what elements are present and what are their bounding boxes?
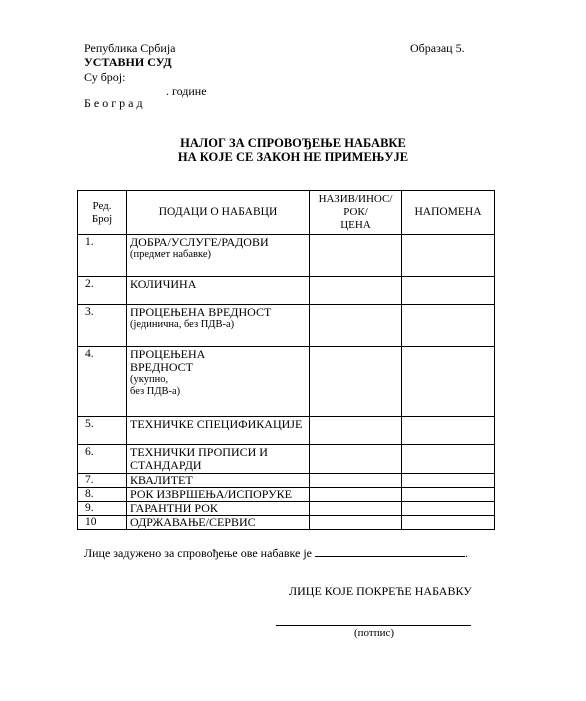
procurement-table bbox=[77, 190, 495, 530]
table-row bbox=[78, 277, 495, 305]
row-number: 5. bbox=[78, 417, 127, 445]
table-row bbox=[78, 305, 495, 347]
court-name: УСТАВНИ СУД bbox=[84, 55, 172, 69]
row-label: РОК ИЗВРШЕЊА/ИСПОРУКЕ bbox=[127, 488, 310, 502]
value-cell[interactable] bbox=[310, 474, 402, 488]
note-cell[interactable] bbox=[402, 305, 495, 347]
row-label: ТЕХНИЧКИ ПРОПИСИ И СТАНДАРДИ bbox=[127, 445, 310, 474]
row-number: 6. bbox=[78, 445, 127, 474]
responsible-person-line bbox=[84, 546, 468, 559]
city-name: Б е о г р а д bbox=[84, 96, 143, 110]
row-number: 8. bbox=[78, 488, 127, 502]
value-cell[interactable] bbox=[310, 235, 402, 277]
note-cell[interactable] bbox=[402, 347, 495, 417]
year-label: . године bbox=[166, 84, 207, 98]
responsible-person-end: . bbox=[465, 546, 469, 560]
header-number: Ред. Број bbox=[78, 191, 127, 235]
signature-label: (потпис) bbox=[354, 627, 395, 639]
value-cell[interactable] bbox=[310, 502, 402, 516]
row-number: 1. bbox=[78, 235, 127, 277]
note-cell[interactable] bbox=[402, 488, 495, 502]
row-label: ПРОЦЕЊЕНА ВРЕДНОСТ (јединична, без ПДВ-а) bbox=[127, 305, 310, 347]
table-row bbox=[78, 235, 495, 277]
value-cell[interactable] bbox=[310, 516, 402, 530]
initiator-label: ЛИЦЕ КОЈЕ ПОКРЕЋЕ НАБАВКУ bbox=[289, 584, 472, 598]
row-label: ДОБРА/УСЛУГЕ/РАДОВИ (предмет набавке) bbox=[127, 235, 310, 277]
table-row bbox=[78, 502, 495, 516]
row-label: ГАРАНТНИ РОК bbox=[127, 502, 310, 516]
header-note: НАПОМЕНА bbox=[402, 191, 495, 235]
note-cell[interactable] bbox=[402, 474, 495, 488]
document-title-line2: НА КОЈЕ СЕ ЗАКОН НЕ ПРИМЕЊУЈЕ bbox=[177, 150, 409, 164]
row-number: 3. bbox=[78, 305, 127, 347]
header-value: НАЗИВ/ИНОС/ РОК/ ЦЕНА bbox=[310, 191, 402, 235]
row-label: КОЛИЧИНА bbox=[127, 277, 310, 305]
value-cell[interactable] bbox=[310, 445, 402, 474]
row-label: ОДРЖАВАЊЕ/СЕРВИС bbox=[127, 516, 310, 530]
responsible-person-field[interactable] bbox=[315, 546, 465, 557]
row-label: ПРОЦЕЊЕНА ВРЕДНОСТ (укупно, без ПДВ-а) bbox=[127, 347, 310, 417]
row-number: 2. bbox=[78, 277, 127, 305]
row-label: ТЕХНИЧКЕ СПЕЦИФИКАЦИЈЕ bbox=[127, 417, 310, 445]
table-row bbox=[78, 516, 495, 530]
value-cell[interactable] bbox=[310, 347, 402, 417]
value-cell[interactable] bbox=[310, 417, 402, 445]
row-label: КВАЛИТЕТ bbox=[127, 474, 310, 488]
note-cell[interactable] bbox=[402, 417, 495, 445]
row-number: 10 bbox=[78, 516, 127, 530]
note-cell[interactable] bbox=[402, 277, 495, 305]
country-name: Република Србија bbox=[84, 41, 176, 55]
case-number-label: Су број: bbox=[84, 70, 126, 84]
table-row bbox=[78, 417, 495, 445]
table-row bbox=[78, 445, 495, 474]
row-number: 9. bbox=[78, 502, 127, 516]
row-number: 7. bbox=[78, 474, 127, 488]
note-cell[interactable] bbox=[402, 445, 495, 474]
row-number: 4. bbox=[78, 347, 127, 417]
note-cell[interactable] bbox=[402, 235, 495, 277]
table-header-row bbox=[78, 191, 495, 235]
table-row bbox=[78, 347, 495, 417]
note-cell[interactable] bbox=[402, 502, 495, 516]
value-cell[interactable] bbox=[310, 277, 402, 305]
header-info: ПОДАЦИ О НАБАВЦИ bbox=[127, 191, 310, 235]
document-title-line1: НАЛОГ ЗА СПРОВОЂЕЊЕ НАБАВКЕ bbox=[180, 136, 406, 150]
table-row bbox=[78, 474, 495, 488]
signature-line[interactable] bbox=[276, 625, 471, 626]
form-number: Образац 5. bbox=[410, 41, 465, 55]
responsible-person-text: Лице задужено за спровођење ове набавке је bbox=[84, 546, 313, 560]
note-cell[interactable] bbox=[402, 516, 495, 530]
table-row bbox=[78, 488, 495, 502]
value-cell[interactable] bbox=[310, 488, 402, 502]
value-cell[interactable] bbox=[310, 305, 402, 347]
